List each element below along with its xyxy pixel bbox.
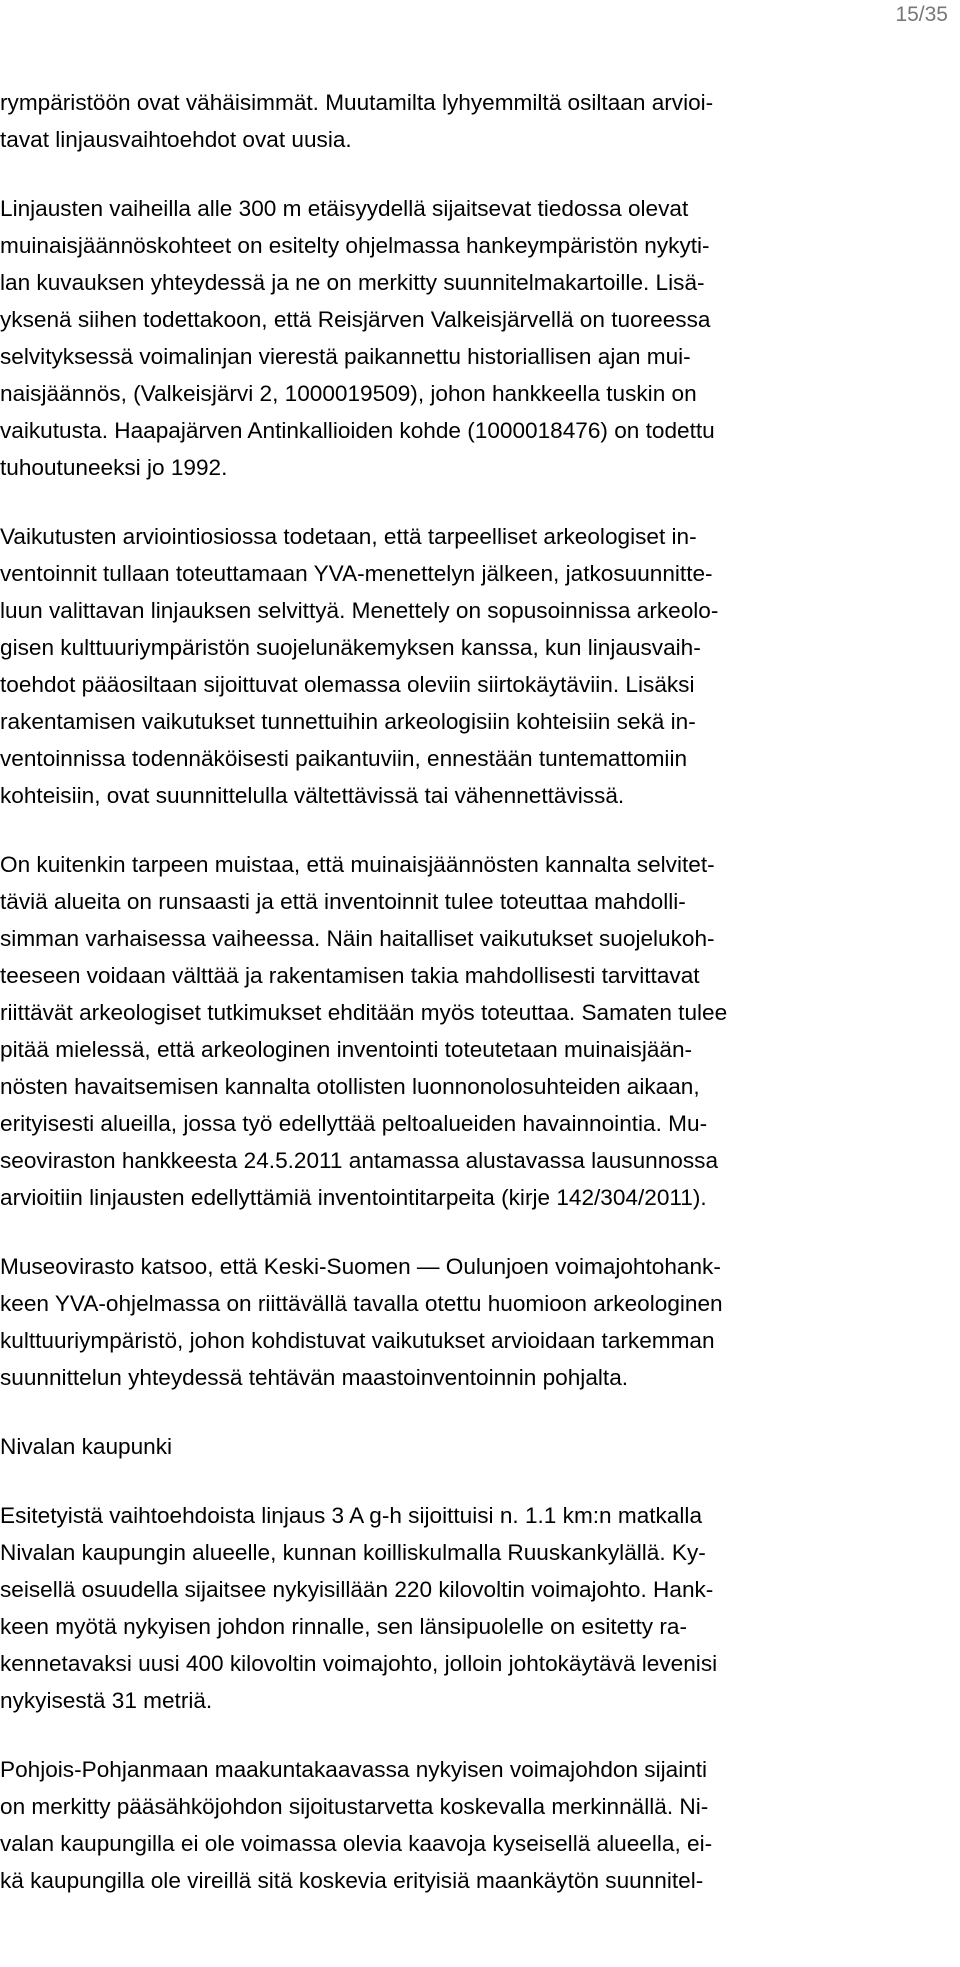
paragraph bbox=[0, 1751, 960, 1899]
text-line: yksenä siihen todettakoon, että Reisjärven Valkeisjärvellä on tuoreessa bbox=[0, 307, 711, 332]
text-line: simman varhaisessa vaiheessa. Näin haitalliset vaikutukset suojelukoh- bbox=[0, 926, 715, 951]
paragraph bbox=[0, 518, 960, 814]
paragraph bbox=[0, 1248, 960, 1396]
text-line: luun valittavan linjauksen selvittyä. Menettely on sopusoinnissa arkeolo- bbox=[0, 598, 719, 623]
text-line: Linjausten vaiheilla alle 300 m etäisyydellä sijaitsevat tiedossa olevat bbox=[0, 196, 689, 221]
text-line: seoviraston hankkeesta 24.5.2011 antamassa alustavassa lausunnossa bbox=[0, 1148, 719, 1173]
text-line: ventoinnit tullaan toteuttamaan YVA-menettelyn jälkeen, jatkosuunnitte- bbox=[0, 561, 713, 586]
text-line: täviä alueita on runsaasti ja että inventoinnit tulee toteuttaa mahdolli- bbox=[0, 889, 686, 914]
text-line: Museovirasto katsoo, että Keski-Suomen — Oulunjoen voimajohtohank- bbox=[0, 1254, 721, 1279]
paragraph bbox=[0, 84, 960, 158]
text-line: toehdot pääosiltaan sijoittuvat olemassa oleviin siirtokäytäviin. Lisäksi bbox=[0, 672, 695, 697]
text-line: On kuitenkin tarpeen muistaa, että muinaisjäännösten kannalta selvitet- bbox=[0, 852, 715, 877]
text-line: ventoinnissa todennäköisesti paikantuviin, ennestään tuntemattomiin bbox=[0, 746, 688, 771]
paragraph bbox=[0, 846, 960, 1216]
text-line: rympäristöön ovat vähäisimmät. Muutamilta lyhyemmiltä osiltaan arvioi- bbox=[0, 90, 714, 115]
text-line: seisellä osuudella sijaitsee nykyisillään 220 kilovoltin voimajohto. Hank- bbox=[0, 1577, 714, 1602]
paragraph bbox=[0, 1497, 960, 1719]
paragraph bbox=[0, 190, 960, 486]
text-line: Nivalan kaupungin alueelle, kunnan koilliskulmalla Ruuskankylällä. Ky- bbox=[0, 1540, 706, 1565]
text-line: teeseen voidaan välttää ja rakentamisen takia mahdollisesti tarvittavat bbox=[0, 963, 700, 988]
text-line: muinaisjäännöskohteet on esitelty ohjelmassa hankeympäristön nykyti- bbox=[0, 233, 710, 258]
text-line: suunnittelun yhteydessä tehtävän maastoinventoinnin pohjalta. bbox=[0, 1365, 629, 1390]
text-line: selvityksessä voimalinjan vierestä paikannettu historiallisen ajan mui- bbox=[0, 344, 691, 369]
text-line: valan kaupungilla ei ole voimassa olevia kaavoja kyseisellä alueella, ei- bbox=[0, 1831, 713, 1856]
text-line: keen myötä nykyisen johdon rinnalle, sen länsipuolelle on esitetty ra- bbox=[0, 1614, 687, 1639]
document-body bbox=[0, 84, 960, 1931]
text-line: kohteisiin, ovat suunnittelulla vältettävissä tai vähennettävissä. bbox=[0, 783, 625, 808]
text-line: erityisesti alueilla, jossa työ edellyttää peltoalueiden havainnointia. Mu- bbox=[0, 1111, 708, 1136]
text-line: Vaikutusten arviointiosiossa todetaan, että tarpeelliset arkeologiset in- bbox=[0, 524, 697, 549]
text-line: vaikutusta. Haapajärven Antinkallioiden kohde (1000018476) on todettu bbox=[0, 418, 715, 443]
text-line: nösten havaitsemisen kannalta otollisten luonnonolosuhteiden aikaan, bbox=[0, 1074, 700, 1099]
text-line: lan kuvauksen yhteydessä ja ne on merkitty suunnitelmakartoille. Lisä- bbox=[0, 270, 705, 295]
text-line: kä kaupungilla ole vireillä sitä koskevia erityisiä maankäytön suunnitel- bbox=[0, 1868, 704, 1893]
section-heading-text: Nivalan kaupunki bbox=[0, 1434, 173, 1459]
text-line: on merkitty pääsähköjohdon sijoitustarvetta koskevalla merkinnällä. Ni- bbox=[0, 1794, 709, 1819]
text-line: rakentamisen vaikutukset tunnettuihin arkeologisiin kohteisiin sekä in- bbox=[0, 709, 696, 734]
text-line: naisjäännös, (Valkeisjärvi 2, 1000019509), johon hankkeella tuskin on bbox=[0, 381, 697, 406]
page-number: 15/35 bbox=[895, 3, 948, 26]
text-line: gisen kulttuuriympäristön suojelunäkemyksen kanssa, kun linjausvaih- bbox=[0, 635, 701, 660]
text-line: nykyisestä 31 metriä. bbox=[0, 1688, 213, 1713]
text-line: arvioitiin linjausten edellyttämiä inventointitarpeita (kirje 142/304/2011). bbox=[0, 1185, 707, 1210]
text-line: Esitetyistä vaihtoehdoista linjaus 3 A g-h sijoittuisi n. 1.1 km:n matkalla bbox=[0, 1503, 703, 1528]
section-heading bbox=[0, 1428, 960, 1465]
text-line: pitää mielessä, että arkeologinen inventointi toteutetaan muinaisjään- bbox=[0, 1037, 693, 1062]
text-line: keen YVA-ohjelmassa on riittävällä tavalla otettu huomioon arkeologinen bbox=[0, 1291, 723, 1316]
text-line: Pohjois-Pohjanmaan maakuntakaavassa nykyisen voimajohdon sijainti bbox=[0, 1757, 708, 1782]
text-line: tuhoutuneeksi jo 1992. bbox=[0, 455, 228, 480]
text-line: riittävät arkeologiset tutkimukset ehditään myös toteuttaa. Samaten tulee bbox=[0, 1000, 728, 1025]
text-line: kennetavaksi uusi 400 kilovoltin voimajohto, jolloin johtokäytävä levenisi bbox=[0, 1651, 718, 1676]
text-line: tavat linjausvaihtoehdot ovat uusia. bbox=[0, 127, 352, 152]
text-line: kulttuuriympäristö, johon kohdistuvat vaikutukset arvioidaan tarkemman bbox=[0, 1328, 715, 1353]
